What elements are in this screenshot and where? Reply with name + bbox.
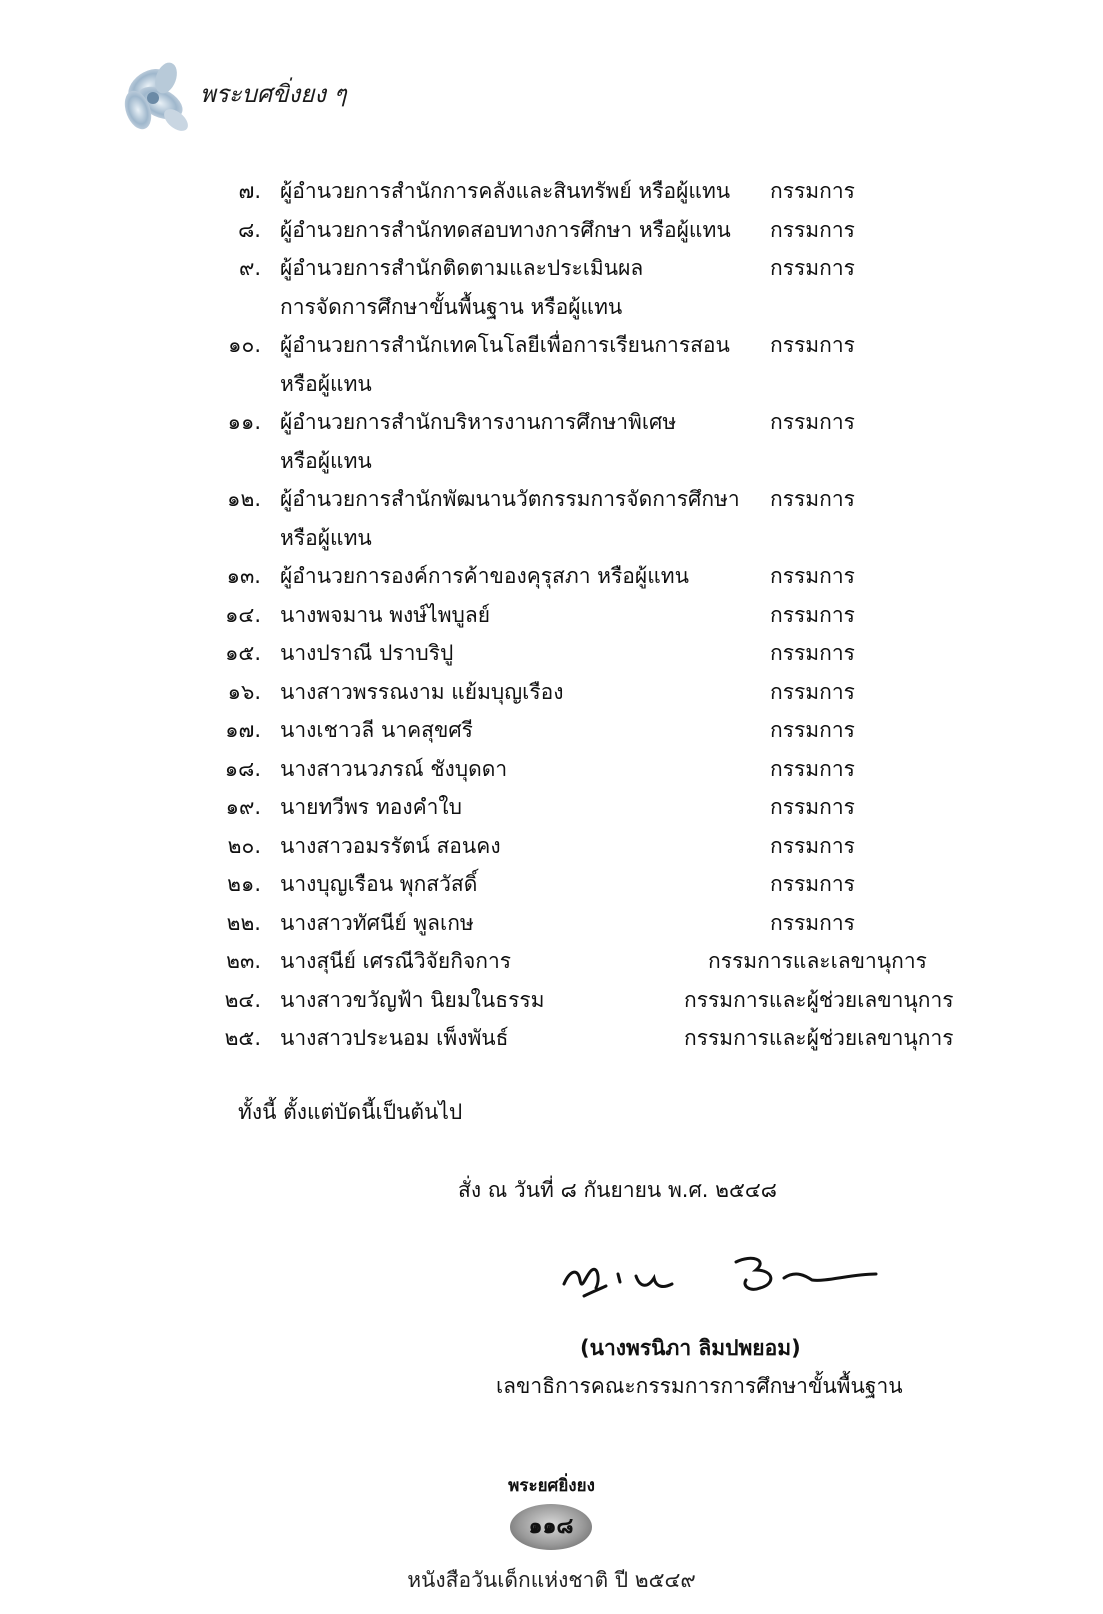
list-item: [0, 326, 1103, 403]
flower-icon: [108, 48, 208, 148]
member-role: กรรมการ: [770, 872, 855, 896]
member-name: ผู้อำนวยการสำนักเทคโนโลยีเพื่อการเรียนการสอน หรือผู้แทน: [280, 333, 730, 396]
item-number: ๑๔.: [225, 602, 261, 627]
member-role: กรรมการ: [770, 602, 855, 627]
list-item: [0, 711, 1103, 750]
member-role: กรรมการและผู้ช่วยเลขานุการ: [684, 987, 954, 1012]
list-item: [0, 596, 1103, 635]
header-logo: [108, 48, 348, 148]
member-name: นางสาวนวภรณ์ ชังบุดดา: [280, 756, 508, 781]
member-name: ผู้อำนวยการสำนักติดตามและประเมินผล การจัดการศึกษาขั้นพื้นฐาน หรือผู้แทน: [280, 256, 644, 319]
member-name: นางสุนีย์ เศรณีวิจัยกิจการ: [280, 949, 512, 973]
committee-list: [0, 172, 1103, 1058]
list-item: [0, 1019, 1103, 1058]
member-role: กรรมการ: [770, 487, 855, 511]
member-role: กรรมการ: [770, 217, 855, 242]
footer-book-title: หนังสือวันเด็กแห่งชาติ ปี ๒๕๔๙: [407, 1568, 696, 1592]
member-name: นางปราณี ปราบริปู: [280, 641, 454, 665]
list-item: [0, 827, 1103, 866]
item-number: ๑๖.: [227, 679, 261, 704]
list-item: [0, 634, 1103, 673]
list-item: [0, 750, 1103, 789]
item-number: ๘.: [238, 217, 261, 242]
member-name: นายทวีพร ทองคำใบ: [280, 795, 463, 819]
member-role: กรรมการ: [770, 795, 855, 819]
member-name: ผู้อำนวยการสำนักบริหารงานการศึกษาพิเศษ หรือผู้แทน: [280, 410, 677, 473]
member-role: กรรมการ: [770, 756, 855, 781]
item-number: ๑๐.: [228, 333, 261, 357]
item-number: ๑๘.: [224, 756, 261, 781]
member-name: นางเชาวลี นาคสุขศรี: [280, 718, 473, 742]
member-role: กรรมการ: [770, 256, 855, 280]
item-number: ๑๗.: [225, 718, 261, 742]
list-item: [0, 673, 1103, 712]
member-role: กรรมการและเลขานุการ: [708, 949, 927, 973]
member-name: ผู้อำนวยการสำนักการคลังและสินทรัพย์ หรือผู้แทน: [280, 179, 731, 203]
item-number: ๒๓.: [226, 949, 261, 973]
member-role: กรรมการและผู้ช่วยเลขานุการ: [684, 1026, 954, 1050]
signature-image: [556, 1240, 886, 1320]
member-name: ผู้อำนวยการสำนักพัฒนานวัตกรรมการจัดการศึกษา หรือผู้แทน: [280, 487, 740, 550]
page-number-badge: ๑๑๘: [510, 1504, 592, 1550]
item-number: ๙.: [238, 256, 261, 280]
item-number: ๒๔.: [224, 987, 261, 1012]
member-name: นางสาวประนอม เพ็งพันธ์: [280, 1026, 509, 1050]
item-number: ๑๒.: [227, 487, 261, 511]
item-number: ๒๑.: [227, 872, 261, 896]
list-item: [0, 865, 1103, 904]
list-item: [0, 249, 1103, 326]
member-role: กรรมการ: [770, 564, 855, 588]
member-role: กรรมการ: [770, 718, 855, 742]
member-name: ผู้อำนวยการสำนักทดสอบทางการศึกษา หรือผู้แทน: [280, 217, 731, 242]
list-item: [0, 480, 1103, 557]
item-number: ๒๐.: [227, 833, 261, 858]
member-name: นางบุญเรือน พุกสวัสดิ์: [280, 872, 478, 896]
member-name: นางสาวทัศนีย์ พูลเกษ: [280, 910, 474, 935]
footer-brand: พระยศยิ่งยง: [508, 1476, 595, 1496]
member-name: นางพจมาน พงษ์ไพบูลย์: [280, 602, 491, 627]
member-role: กรรมการ: [770, 410, 855, 434]
member-role: กรรมการ: [770, 333, 855, 357]
member-name: นางสาวอมรรัตน์ สอนคง: [280, 833, 501, 858]
member-role: กรรมการ: [770, 679, 855, 704]
list-item: [0, 942, 1103, 981]
list-item: [0, 211, 1103, 250]
member-role: กรรมการ: [770, 641, 855, 665]
list-item: [0, 904, 1103, 943]
signer-name: (นางพรนิภา ลิมปพยอม): [580, 1336, 801, 1360]
item-number: ๑๕.: [225, 641, 261, 665]
member-name: ผู้อำนวยการองค์การค้าของคุรุสภา หรือผู้แทน: [280, 564, 689, 588]
member-role: กรรมการ: [770, 179, 855, 203]
order-date: สั่ง ณ วันที่ ๘ กันยายน พ.ศ. ๒๕๔๘: [458, 1178, 777, 1202]
member-name: นางสาวพรรณงาม แย้มบุญเรือง: [280, 679, 564, 704]
member-role: กรรมการ: [770, 910, 855, 935]
item-number: ๑๑.: [227, 410, 261, 434]
item-number: ๒๒.: [226, 910, 261, 935]
item-number: ๗.: [238, 179, 261, 203]
list-item: [0, 557, 1103, 596]
list-item: [0, 981, 1103, 1020]
item-number: ๑๙.: [225, 795, 261, 819]
item-number: ๑๓.: [226, 564, 261, 588]
logo-text: พระบศขิ่งยง ๆ: [200, 80, 347, 108]
list-item: [0, 172, 1103, 211]
closing-statement: ทั้งนี้ ตั้งแต่บัดนี้เป็นต้นไป: [238, 1100, 463, 1124]
list-item: [0, 403, 1103, 480]
list-item: [0, 788, 1103, 827]
member-role: กรรมการ: [770, 833, 855, 858]
member-name: นางสาวขวัญฟ้า นิยมในธรรม: [280, 987, 545, 1012]
signer-title: เลขาธิการคณะกรรมการการศึกษาขั้นพื้นฐาน: [496, 1374, 903, 1398]
item-number: ๒๕.: [224, 1026, 261, 1050]
